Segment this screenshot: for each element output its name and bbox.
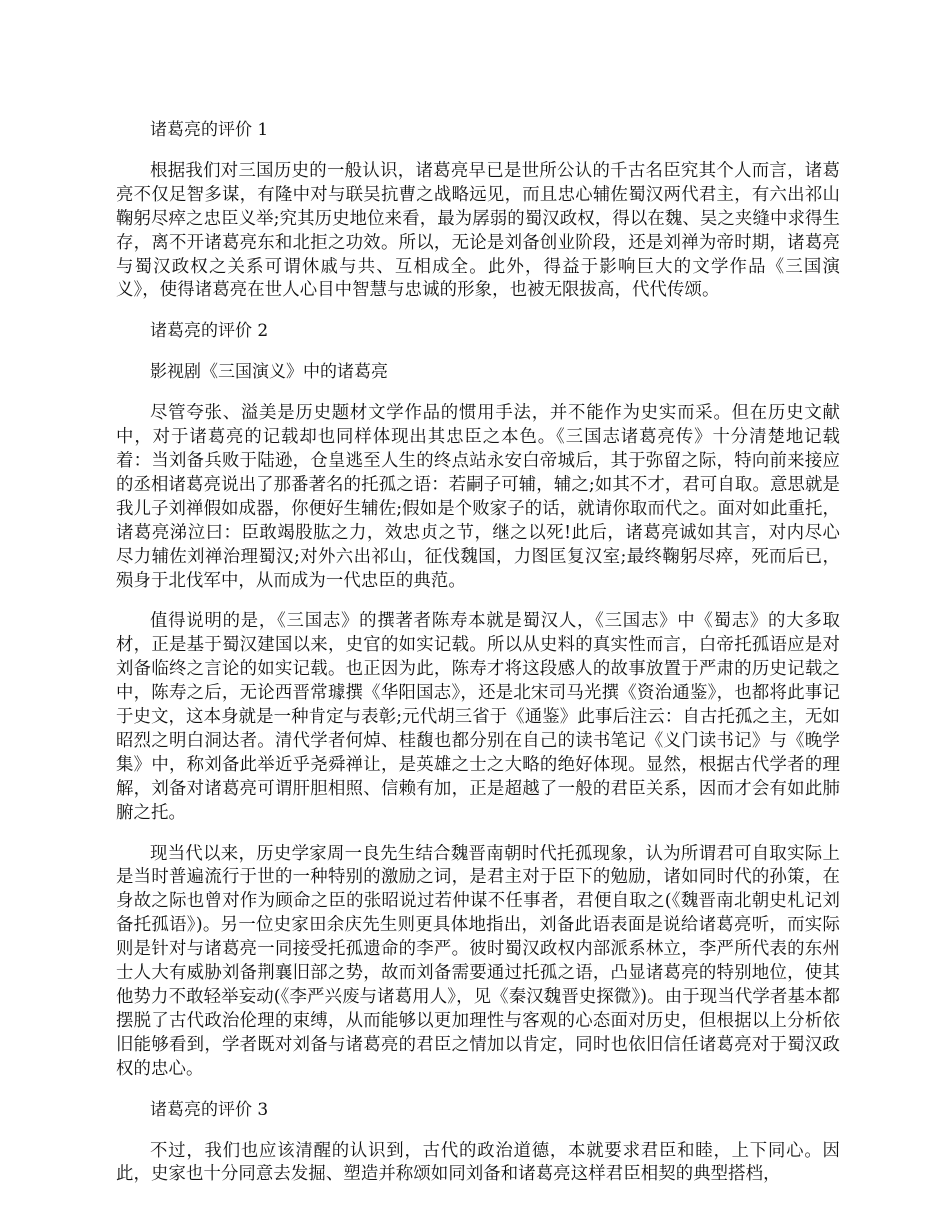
subheading-tv-drama: 影视剧《三国演义》中的诸葛亮 xyxy=(150,362,388,383)
paragraph-4: 现当代以来，历史学家周一良先生结合魏晋南朝时代托孤现象，认为所谓君可自取实际上是当时普遍流行于世的一种特别的激励之词，是君主对于臣下的勉励，诸如同时代的孙策，在身故之际也曾对作为顾命之臣的张昭说过若仲谋不任事者，君便自取之(《魏晋南北朝史札记刘备托孤语》)。另一位史家田余庆先生则更具体地指出，刘备此语表面是说给诸葛亮听，而实际则是针对与诸葛亮一同接受托孤遗命的李严。彼时蜀汉政权内部派系林立，李严所代表的东州士人大有威胁刘备荆襄旧部之势，故而刘备需要通过托孤之语，凸显诸葛亮的特别地位，使其他势力不敢轻举妄动(《李严兴废与诸葛用人》，见《秦汉魏晋史探微》)。由于现当代学者基本都摆脱了古代政治伦理的束缚，从而能够以更加理性与客观的心态面对历史，但根据以上分析依旧能够看到，学者既对刘备与诸葛亮的君臣之情加以肯定，同时也依旧信任诸葛亮对于蜀汉政权的忠心。 xyxy=(116,843,840,1079)
paragraph-3: 值得说明的是，《三国志》的撰著者陈寿本就是蜀汉人，《三国志》中《蜀志》的大多取材，正是基于蜀汉建国以来，史官的如实记载。所以从史料的真实性而言，白帝托孤语应是对刘备临终之言论的如实记载。也正因为此，陈寿才将这段感人的故事放置于严肃的历史记载之中，陈寿之后，无论西晋常璩撰《华阳国志》，还是北宋司马光撰《资治通鉴》，也都将此事记于史文，这本身就是一种肯定与表彰;元代胡三省于《通鉴》此事后注云：自古托孤之主，无如昭烈之明白洞达者。清代学者何焯、桂馥也都分别在自己的读书笔记《义门读书记》与《晚学集》中，称刘备此举近乎尧舜禅让，是英雄之士之大略的绝好体现。显然，根据古代学者的理解，刘备对诸葛亮可谓肝胆相照、信赖有加，正是超越了一般的君臣关系，因而才会有如此肺腑之托。 xyxy=(116,611,840,823)
section-heading-3: 诸葛亮的评价 3 xyxy=(150,1099,269,1120)
paragraph-2: 尽管夸张、溢美是历史题材文学作品的惯用手法，并不能作为史实而采。但在历史文献中，对于诸葛亮的记载却也同样体现出其忠臣之本色。《三国志诸葛亮传》十分清楚地记载着：当刘备兵败于陆逊，仓皇逃至人生的终点站永安白帝城后，其于弥留之际，特向前来接应的丞相诸葛亮说出了那番著名的托孤之语：若嗣子可辅，辅之;如其不才，君可自取。意思就是我儿子刘禅假如成器，你便好生辅佐;假如是个败家子的话，就请你取而代之。面对如此重托，诸葛亮涕泣曰：臣敢竭股肱之力，效忠贞之节，继之以死!此后，诸葛亮诚如其言，对内尽心尽力辅佐刘禅治理蜀汉;对外六出祁山，征伐魏国，力图匡复汉室;最终鞠躬尽瘁，死而后已，殒身于北伐军中，从而成为一代忠臣的典范。 xyxy=(116,403,840,591)
document-body xyxy=(116,119,840,1187)
paragraph-5: 不过，我们也应该清醒的认识到，古代的政治道德，本就要求君臣和睦，上下同心。因此，史家也十分同意去发掘、塑造并称颂如同刘备和诸葛亮这样君臣相契的典型搭档， xyxy=(116,1140,840,1185)
paragraph-1: 根据我们对三国历史的一般认识，诸葛亮早已是世所公认的千古名臣究其个人而言，诸葛亮不仅足智多谋，有隆中对与联吴抗曹之战略远见，而且忠心辅佐蜀汉两代君主，有六出祁山鞠躬尽瘁之忠臣义举;究其历史地位来看，最为孱弱的蜀汉政权，得以在魏、吴之夹缝中求得生存，离不开诸葛亮东和北拒之功效。所以，无论是刘备创业阶段，还是刘禅为帝时期，诸葛亮与蜀汉政权之关系可谓休戚与共、互相成全。此外，得益于影响巨大的文学作品《三国演义》，使得诸葛亮在世人心目中智慧与忠诚的形象，也被无限拔高，代代传颂。 xyxy=(116,160,840,301)
section-heading-2: 诸葛亮的评价 2 xyxy=(150,321,269,342)
section-heading-1: 诸葛亮的评价 1 xyxy=(150,120,269,140)
